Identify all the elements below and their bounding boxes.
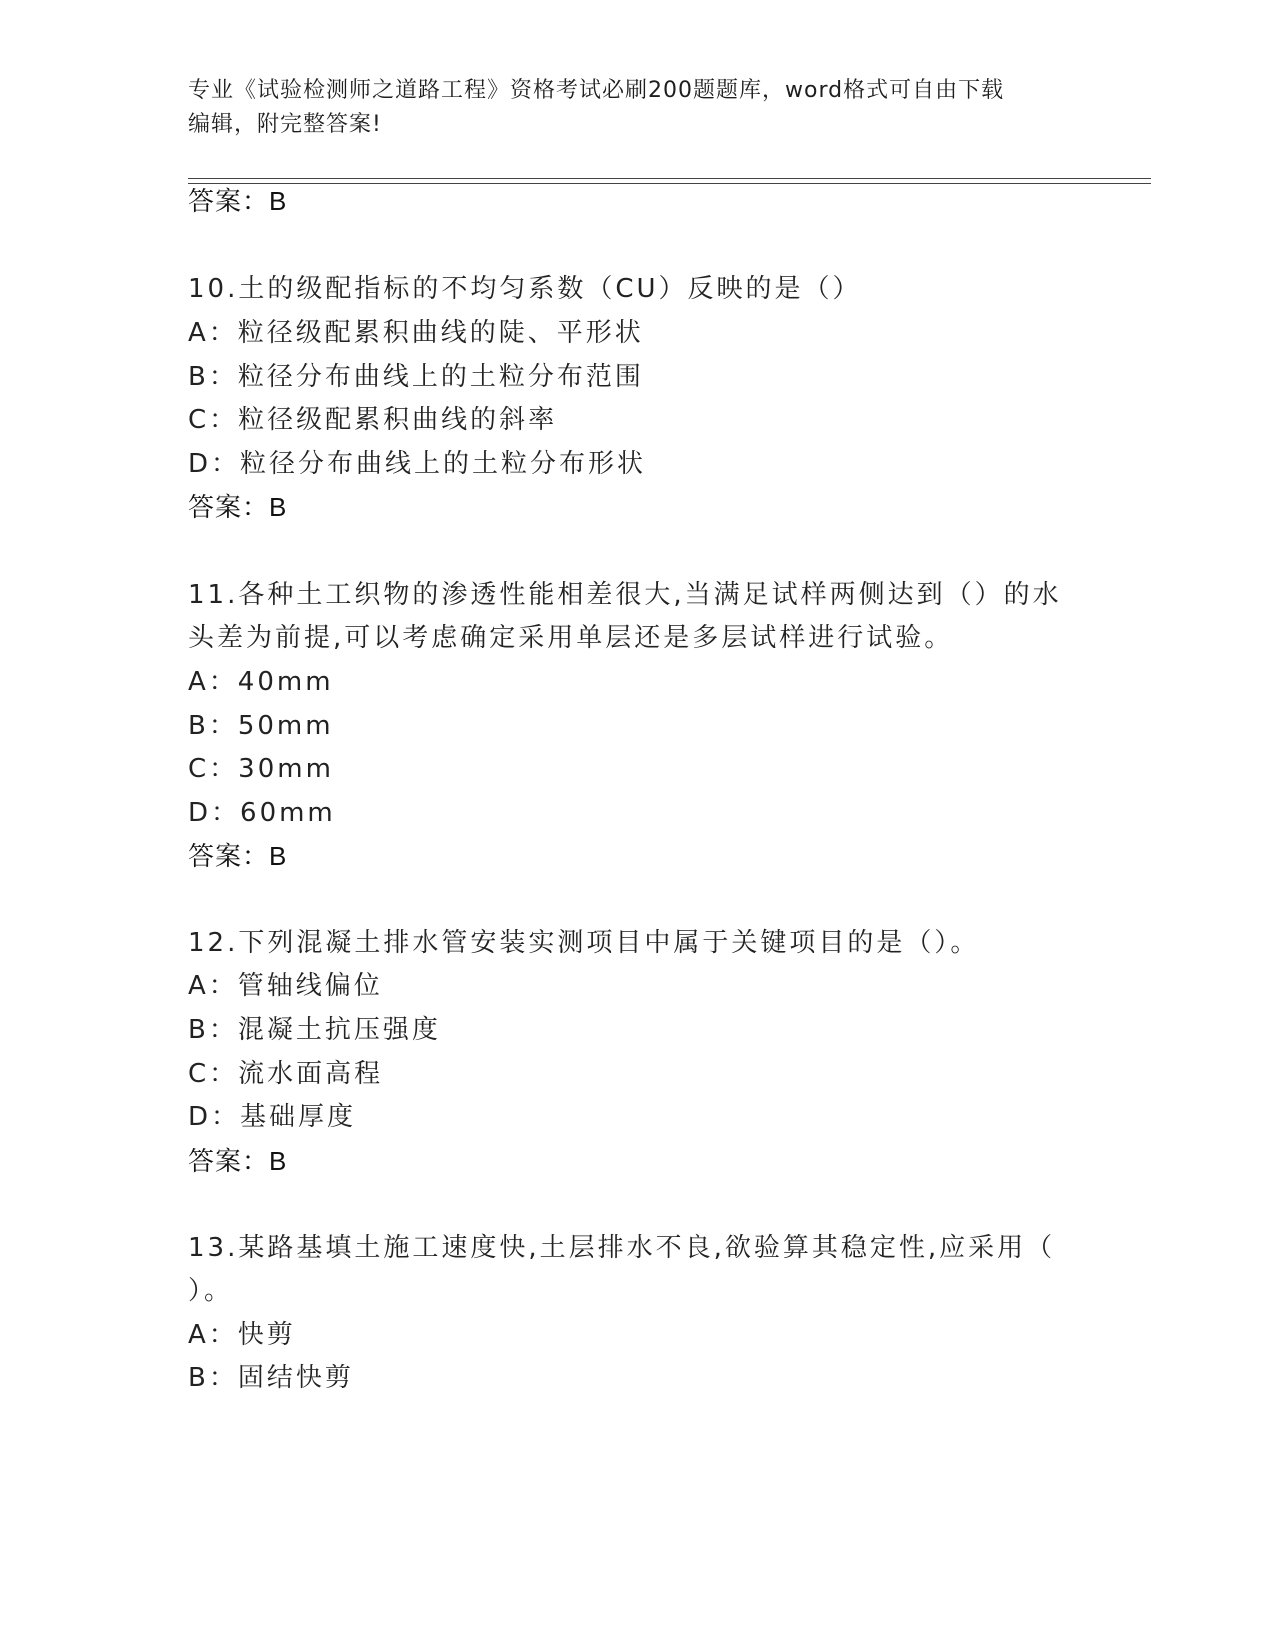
question-12-option-c: C：流水面高程 xyxy=(188,1059,384,1089)
question-10-option-d: D：粒径分布曲线上的土粒分布形状 xyxy=(188,449,647,479)
question-13-option-b: B：固结快剪 xyxy=(188,1363,354,1393)
question-11-answer: 答案：B xyxy=(188,841,288,871)
header-divider-bottom xyxy=(188,183,1151,184)
header-divider-top xyxy=(188,178,1151,179)
question-10-stem: 10.土的级配指标的不均匀系数（CU）反映的是（） xyxy=(188,274,862,304)
header-line-2: 编辑，附完整答案! xyxy=(188,112,382,137)
question-10-option-a: A：粒径级配累积曲线的陡、平形状 xyxy=(188,318,644,348)
question-13-stem-line-1: 13.某路基填土施工速度快,土层排水不良,欲验算其稳定性,应采用（ xyxy=(188,1233,1056,1263)
page-header xyxy=(188,74,1088,142)
question-11-stem-line-1: 11.各种土工织物的渗透性能相差很大,当满足试样两侧达到（）的水 xyxy=(188,580,1062,610)
question-12-option-a: A：管轴线偏位 xyxy=(188,971,383,1001)
question-11-option-a: A：40mm xyxy=(188,667,334,697)
question-11-option-c: C：30mm xyxy=(188,754,334,784)
previous-answer: 答案：B xyxy=(188,186,288,216)
question-11-option-b: B：50mm xyxy=(188,711,334,741)
question-12-option-d: D：基础厚度 xyxy=(188,1102,357,1132)
question-12-stem: 12.下列混凝土排水管安装实测项目中属于关键项目的是（）。 xyxy=(188,928,980,958)
question-13-stem-line-2: ）。 xyxy=(188,1276,234,1306)
question-12-answer: 答案：B xyxy=(188,1146,288,1176)
question-13-option-a: A：快剪 xyxy=(188,1320,296,1350)
header-line-1: 专业《试验检测师之道路工程》资格考试必刷200题题库，word格式可自由下载 xyxy=(188,78,1005,103)
question-11-stem-line-2: 头差为前提,可以考虑确定采用单层还是多层试样进行试验。 xyxy=(188,623,954,653)
question-11-option-d: D：60mm xyxy=(188,798,336,828)
question-10-answer: 答案：B xyxy=(188,492,288,522)
question-12-option-b: B：混凝土抗压强度 xyxy=(188,1015,441,1045)
question-10-option-b: B：粒径分布曲线上的土粒分布范围 xyxy=(188,362,644,392)
question-10-option-c: C：粒径级配累积曲线的斜率 xyxy=(188,405,558,435)
